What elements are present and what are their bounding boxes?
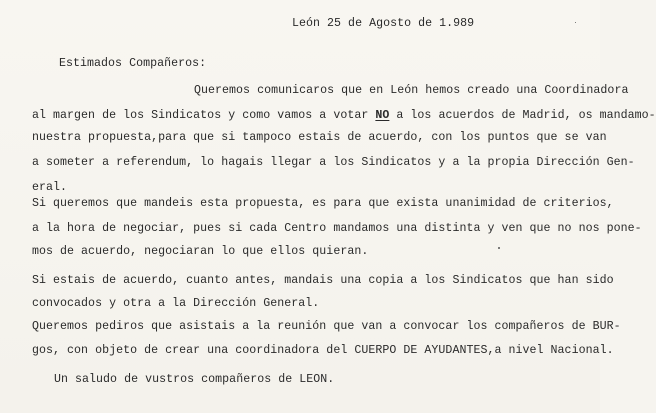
emphasis-no: NO bbox=[375, 109, 390, 122]
paragraph-1-line-2-start: al margen de los Sindicatos y como vamos a votar bbox=[32, 109, 376, 122]
paragraph-2-line-3: mos de acuerdo, negociaran lo que ellos quieran. bbox=[32, 245, 369, 258]
paragraph-2-line-2: a la hora de negociar, pues si cada Centro mandamos una distinta y ven que no nos pone- bbox=[32, 222, 642, 235]
paragraph-4-line-2: gos, con objeto de crear una coordinadora del CUERPO DE AYUDANTES,a nivel Nacional. bbox=[32, 344, 614, 357]
paragraph-1-line-3: nuestra propuesta,para que si tampoco estais de acuerdo, con los puntos que se van bbox=[32, 131, 607, 144]
paragraph-1-line-2-end: a los acuerdos de Madrid, os mandamo- bbox=[389, 109, 656, 122]
paragraph-1-line-1: Queremos comunicaros que en León hemos creado una Coordinadora bbox=[194, 84, 629, 97]
letter-greeting: Estimados Compañeros: bbox=[59, 57, 207, 70]
letter-closing: Un saludo de vustros compañeros de LEON. bbox=[54, 373, 335, 386]
paragraph-1-line-5: eral. bbox=[32, 181, 68, 194]
letter-date: León 25 de Agosto de 1.989 bbox=[292, 17, 475, 30]
paragraph-2-line-1: Si queremos que mandeis esta propuesta, es para que exista unanimidad de criterios, bbox=[32, 197, 614, 210]
paragraph-4-line-1: Queremos pediros que asistais a la reunión que van a convocar los compañeros de BUR- bbox=[32, 320, 621, 333]
paragraph-3-line-1: Si estais de acuerdo, cuanto antes, mandais una copia a los Sindicatos que han sido bbox=[32, 274, 614, 287]
paragraph-3-line-2: convocados y otra a la Dirección General. bbox=[32, 297, 320, 310]
paragraph-1-line-2 bbox=[32, 109, 656, 123]
paper-speck bbox=[498, 247, 500, 249]
paragraph-1-line-4: a someter a referendum, lo hagais llegar a los Sindicatos y a la propia Dirección Gen- bbox=[32, 156, 635, 169]
paper-speck bbox=[575, 22, 576, 23]
